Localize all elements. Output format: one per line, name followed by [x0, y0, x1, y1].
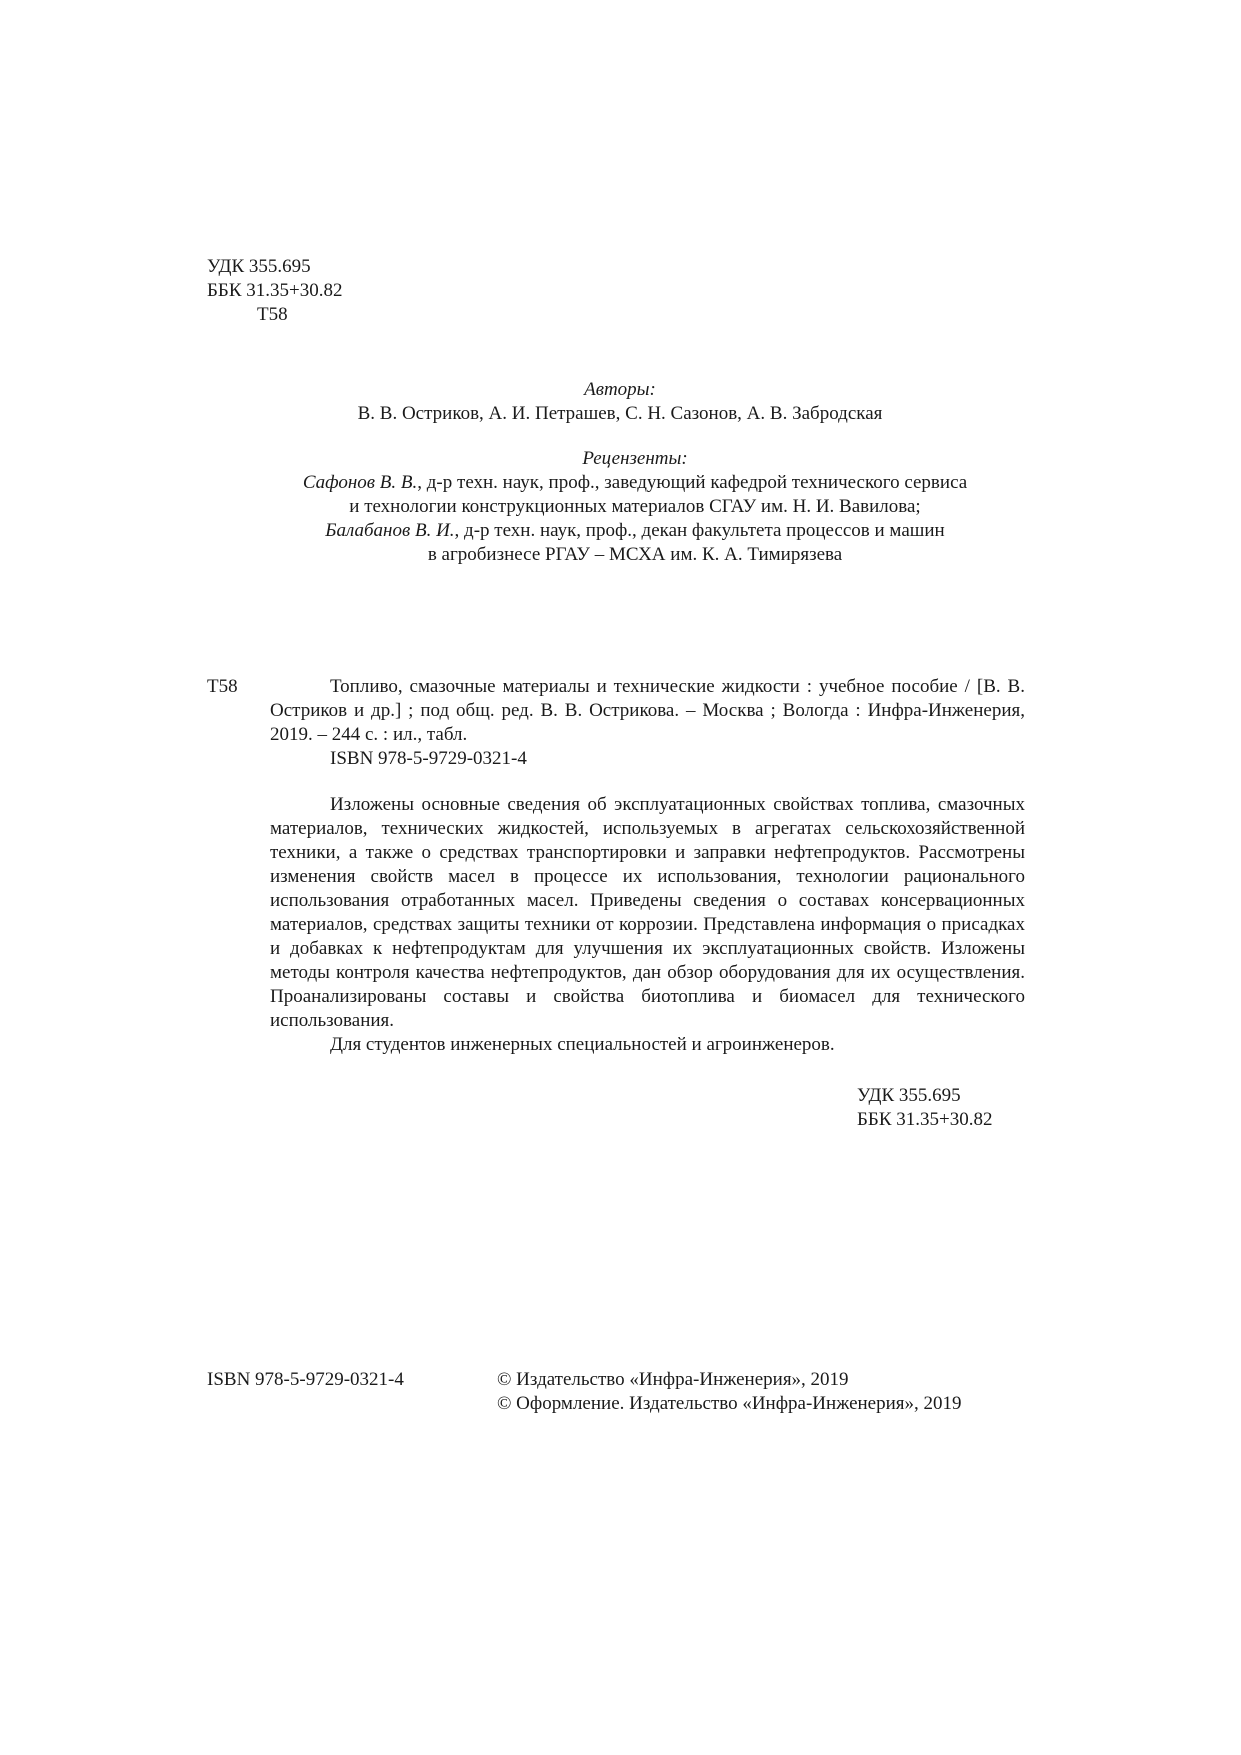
reviewer-2-line2: в агробизнесе РГАУ – МСХА им. К. А. Тимирязева — [427, 544, 843, 565]
bbk-code: ББК 31.35+30.82 — [207, 280, 343, 301]
bottom-codes — [857, 1084, 992, 1132]
copyright-design: © Оформление. Издательство «Инфра-Инженерия», 2019 — [497, 1393, 962, 1414]
reviewer-1-line1: , д-р техн. наук, проф., заведующий кафедрой технического сервиса — [417, 472, 968, 493]
footer-isbn: ISBN 978-5-9729-0321-4 — [207, 1369, 404, 1390]
copyright-block — [497, 1368, 962, 1416]
reviewer-1-name: Сафонов В. В. — [302, 472, 418, 493]
reviewers-block — [270, 447, 1000, 567]
reviewer-1 — [270, 471, 1000, 519]
udk-code: УДК 355.695 — [207, 256, 311, 277]
author-mark: Т58 — [257, 304, 288, 325]
abstract-text: Изложены основные сведения об эксплуатационных свойствах топлива, смазочных материалов, технических жидкостей, используемых в агрегатах сельскохозяйственной техники, а также о средствах транспортировки и заправки нефтепродуктов. Рассмотрены изменения свойств масел в процессе их использования, технологии рационального использования отработанных масел. Приведены сведения о составах консервационных материалов, средствах защиты техники от коррозии. Представлена информация о присадках и добавках к нефтепродуктам для улучшения их эксплуатационных свойств. Изложены методы контроля качества нефтепродуктов, дан обзор оборудования для их осуществления. Проанализированы составы и свойства биотоплива и биомасел для технического использования. — [270, 794, 1025, 1031]
reviewer-1-line2: и технологии конструкционных материалов СГАУ им. Н. И. Вавилова; — [349, 496, 921, 517]
authors-block — [300, 378, 940, 426]
audience-note: Для студентов инженерных специальностей и агроинженеров. — [330, 1034, 835, 1055]
bottom-bbk: ББК 31.35+30.82 — [857, 1109, 993, 1130]
catalog-record-text: Топливо, смазочные материалы и технические жидкости : учебное пособие / [В. В. Остриков и др.] ; под общ. ред. В. В. Острикова. – Москва ; Вологда : Инфра-Инженерия, 2019. – 244 с. : ил., табл. — [270, 676, 1025, 745]
reviewer-2-line1: , д-р техн. наук, проф., декан факультета процессов и машин — [454, 520, 945, 541]
bottom-udk: УДК 355.695 — [857, 1085, 961, 1106]
reviewer-2 — [270, 519, 1000, 567]
abstract — [270, 793, 1025, 1033]
reviewers-heading: Рецензенты: — [582, 448, 688, 469]
catalog-record — [270, 675, 1025, 747]
authors-heading: Авторы: — [584, 379, 656, 400]
catalog-isbn: ISBN 978-5-9729-0321-4 — [330, 748, 527, 769]
copyright-publisher: © Издательство «Инфра-Инженерия», 2019 — [497, 1369, 849, 1390]
reviewer-2-name: Балабанов В. И. — [325, 520, 455, 541]
authors-names: В. В. Остриков, А. И. Петрашев, С. Н. Сазонов, А. В. Забродская — [357, 403, 883, 424]
catalog-code: Т58 — [207, 676, 238, 697]
classification-block — [207, 255, 342, 327]
